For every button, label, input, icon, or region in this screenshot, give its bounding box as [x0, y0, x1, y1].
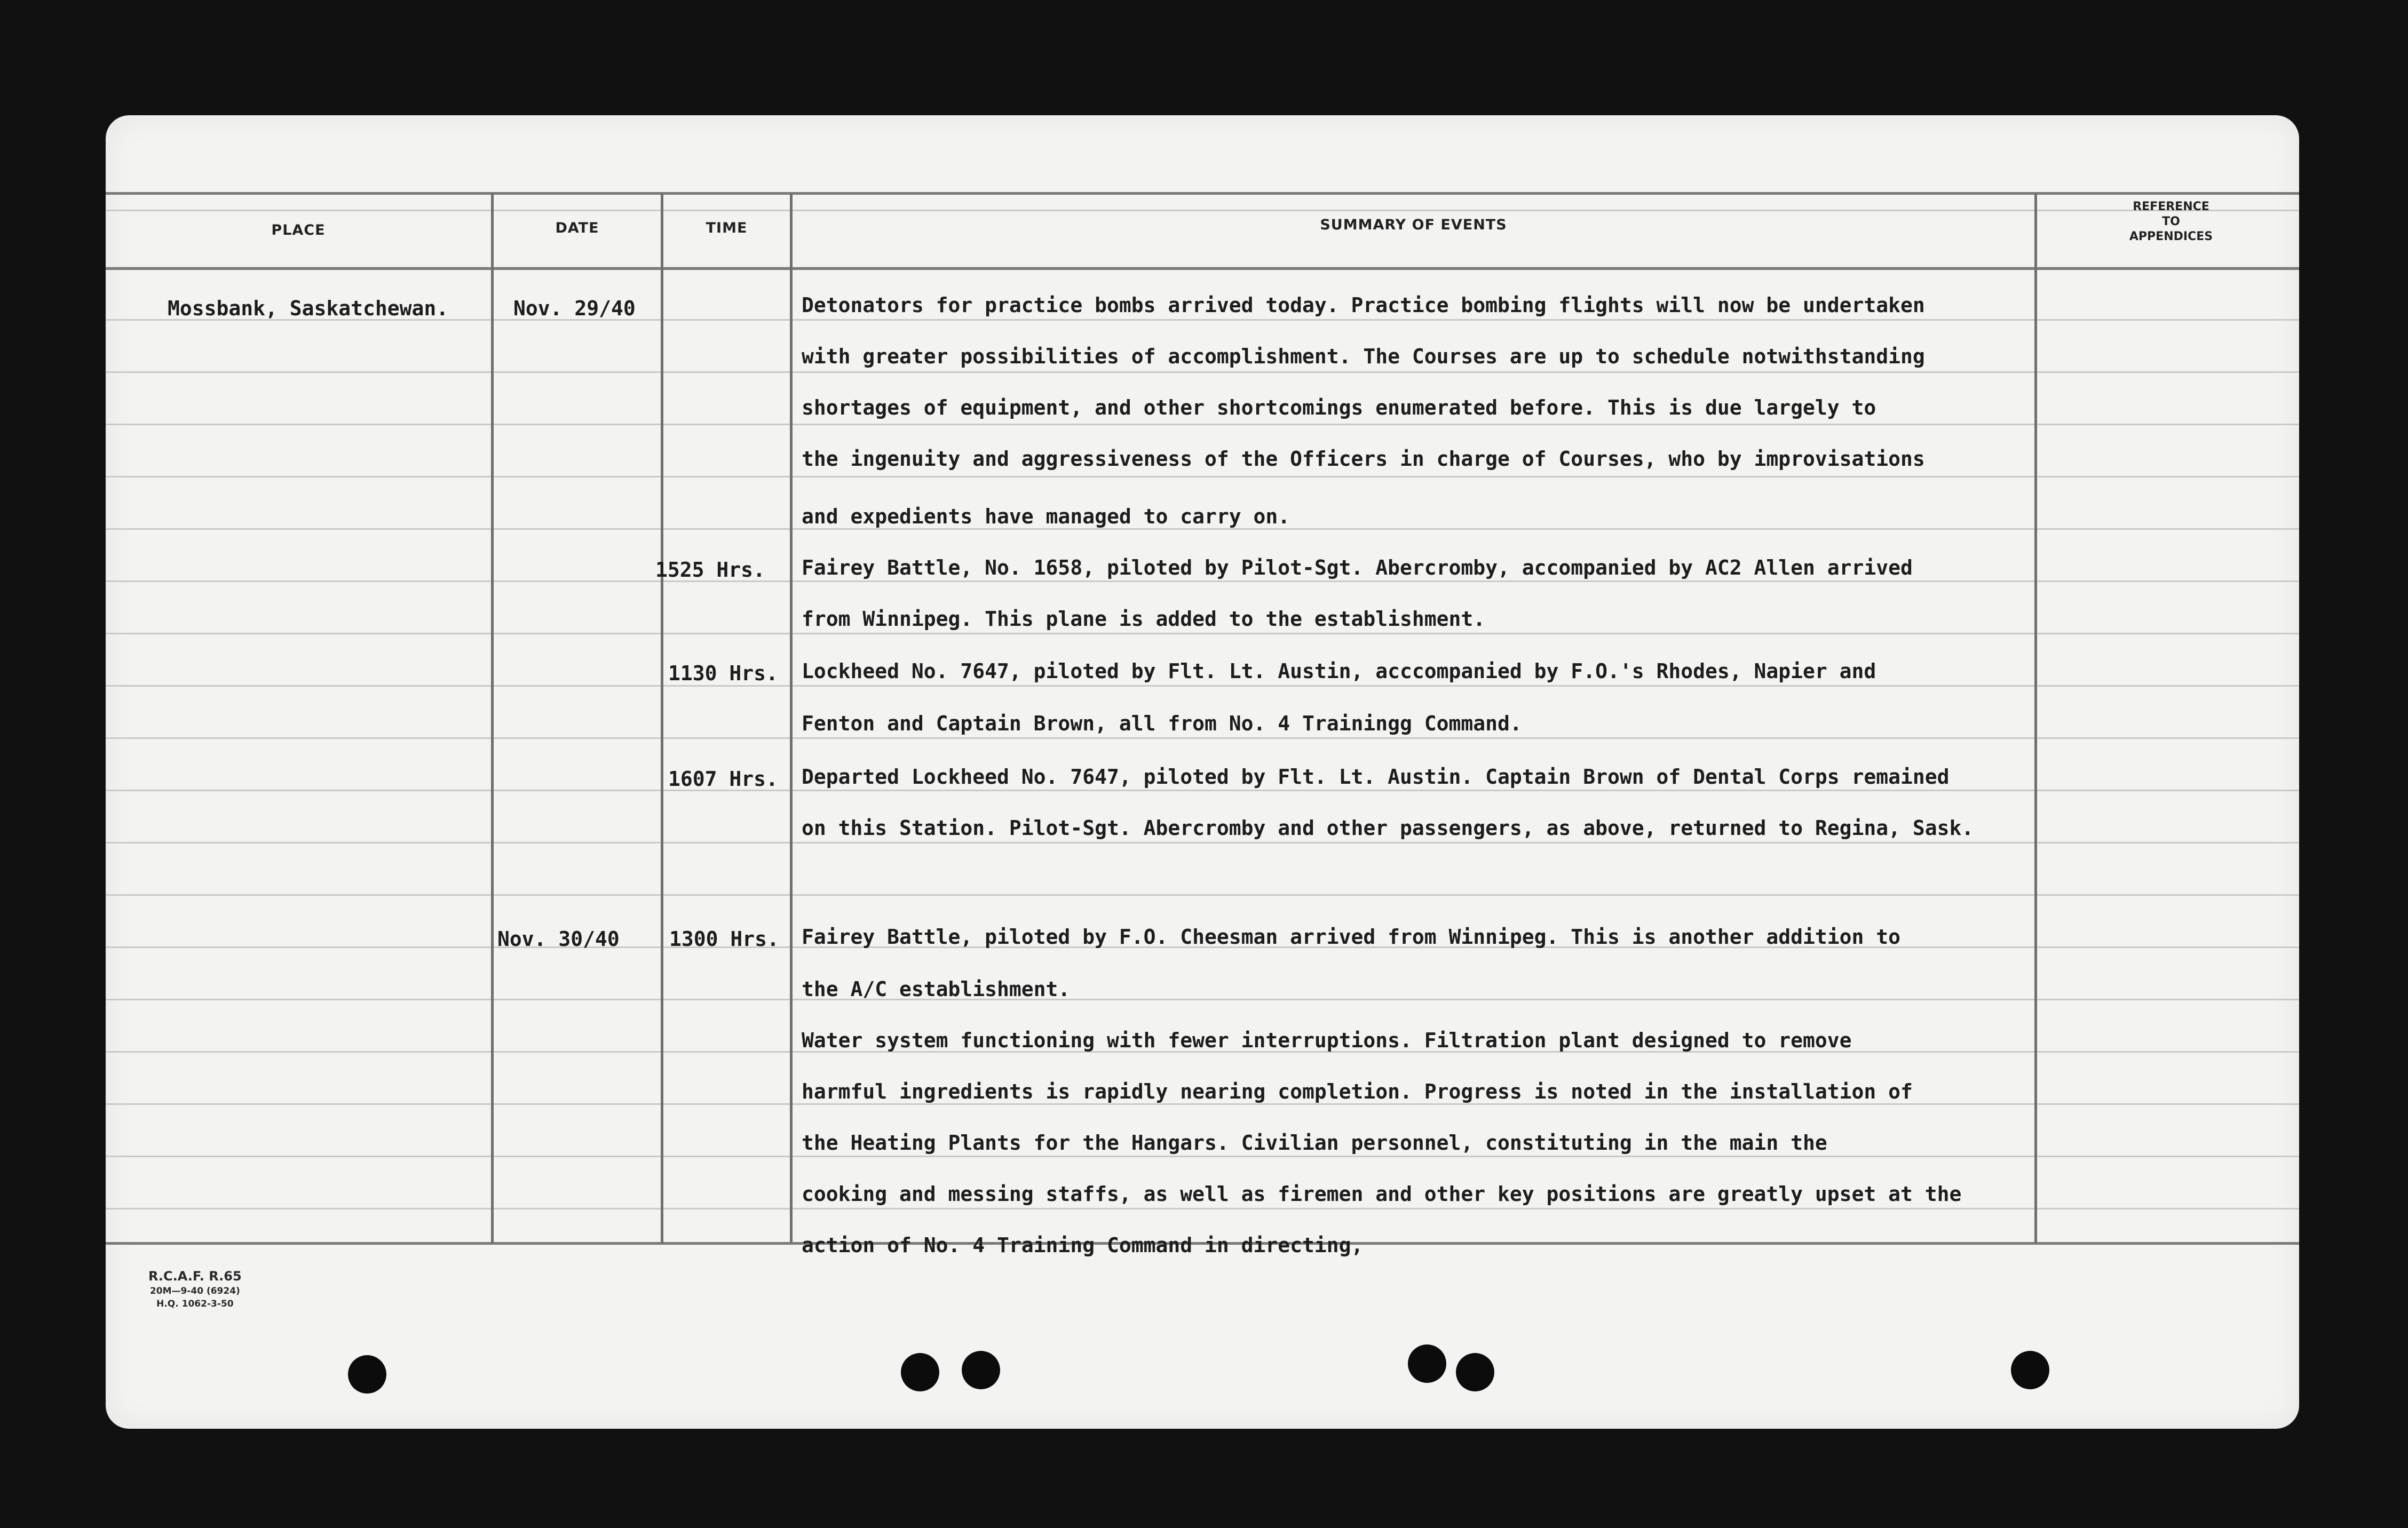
summary-line: shortages of equipment, and other shortcomings enumerated before. This is due largely to: [802, 396, 1876, 419]
ruled-line: [106, 528, 2299, 530]
header-time: TIME: [706, 220, 748, 236]
column-divider: [491, 193, 494, 1243]
punch-hole: [1408, 1344, 1446, 1383]
header-date: DATE: [555, 220, 599, 236]
header-place: PLACE: [271, 222, 326, 238]
form-code-line: R.C.A.F. R.65: [148, 1269, 242, 1284]
summary-line: from Winnipeg. This plane is added to the establishment.: [802, 607, 1486, 631]
time-entry: 1607 Hrs.: [668, 767, 778, 791]
ruled-line: [106, 1103, 2299, 1105]
ruled-line: [106, 424, 2299, 425]
summary-line: Water system functioning with fewer interruptions. Filtration plant designed to remove: [802, 1029, 1852, 1052]
summary-line: Departed Lockheed No. 7647, piloted by Flt. Lt. Austin. Captain Brown of Dental Corps remained: [802, 765, 1950, 789]
header-reference: [2048, 200, 2294, 244]
time-entry: 1300 Hrs.: [669, 927, 779, 951]
summary-line: the ingenuity and aggressiveness of the Officers in charge of Courses, who by improvisations: [802, 447, 1925, 471]
ruled-line: [106, 737, 2299, 739]
summary-line: Fenton and Captain Brown, all from No. 4 Trainingg Command.: [802, 712, 1522, 735]
punch-hole: [1456, 1353, 1494, 1391]
summary-line: on this Station. Pilot-Sgt. Abercromby and other passengers, as above, returned to Regina, Sask.: [802, 816, 1974, 840]
ruled-line: [106, 210, 2299, 211]
form-code-line: H.Q. 1062-3-50: [156, 1299, 234, 1309]
ruled-line: [106, 790, 2299, 791]
ruled-line: [106, 371, 2299, 373]
form-code-line: 20M—9-40 (6924): [149, 1286, 240, 1296]
ruled-line: [106, 894, 2299, 896]
punch-hole: [2011, 1351, 2049, 1389]
summary-line: cooking and messing staffs, as well as firemen and other key positions are greatly upset at the: [802, 1182, 1962, 1206]
time-entry: 1130 Hrs.: [668, 662, 778, 685]
summary-line: action of No. 4 Training Command in directing,: [802, 1233, 1364, 1257]
column-divider: [2034, 193, 2037, 1243]
ruled-line: [106, 999, 2299, 1000]
header-bottom-rule: [106, 267, 2299, 270]
ruled-line: [106, 476, 2299, 477]
header-reference-line: TO: [2162, 215, 2180, 228]
summary-line: and expedients have managed to carry on.: [802, 505, 1290, 528]
summary-line: harmful ingredients is rapidly nearing completion. Progress is noted in the installation of: [802, 1080, 1913, 1103]
summary-line: Lockheed No. 7647, piloted by Flt. Lt. Austin, acccompanied by F.O.'s Rhodes, Napier and: [802, 659, 1876, 683]
summary-line: with greater possibilities of accomplishment. The Courses are up to schedule notwithstanding: [802, 345, 1925, 368]
punch-hole: [962, 1351, 1000, 1389]
form-code: [148, 1268, 242, 1310]
ruled-line: [106, 1156, 2299, 1157]
column-divider: [661, 193, 663, 1243]
summary-line: the Heating Plants for the Hangars. Civilian personnel, constituting in the main the: [802, 1131, 1827, 1155]
header-top-rule: [106, 192, 2299, 195]
ruled-line: [106, 685, 2299, 687]
place-entry: Mossbank, Saskatchewan.: [168, 297, 449, 320]
summary-line: Fairey Battle, No. 1658, piloted by Pilot-Sgt. Abercromby, accompanied by AC2 Allen arrived: [802, 556, 1913, 579]
ruled-line: [106, 580, 2299, 582]
summary-line: Detonators for practice bombs arrived today. Practice bombing flights will now be undertaken: [802, 293, 1925, 317]
ruled-line: [106, 842, 2299, 843]
column-divider: [790, 193, 793, 1243]
diary-form-card: [106, 115, 2299, 1429]
summary-line: Fairey Battle, piloted by F.O. Cheesman arrived from Winnipeg. This is another addition to: [802, 925, 1901, 949]
ruled-line: [106, 1208, 2299, 1209]
punch-hole: [348, 1355, 386, 1394]
header-reference-line: REFERENCE: [2133, 200, 2209, 213]
date-entry: Nov. 29/40: [513, 297, 636, 320]
punch-hole: [901, 1353, 939, 1391]
ruled-line: [106, 633, 2299, 634]
date-entry: Nov. 30/40: [497, 927, 620, 951]
time-entry: 1525 Hrs.: [655, 558, 765, 582]
header-reference-line: APPENDICES: [2129, 230, 2213, 243]
summary-line: the A/C establishment.: [802, 977, 1071, 1001]
header-summary: SUMMARY OF EVENTS: [1320, 217, 1507, 233]
